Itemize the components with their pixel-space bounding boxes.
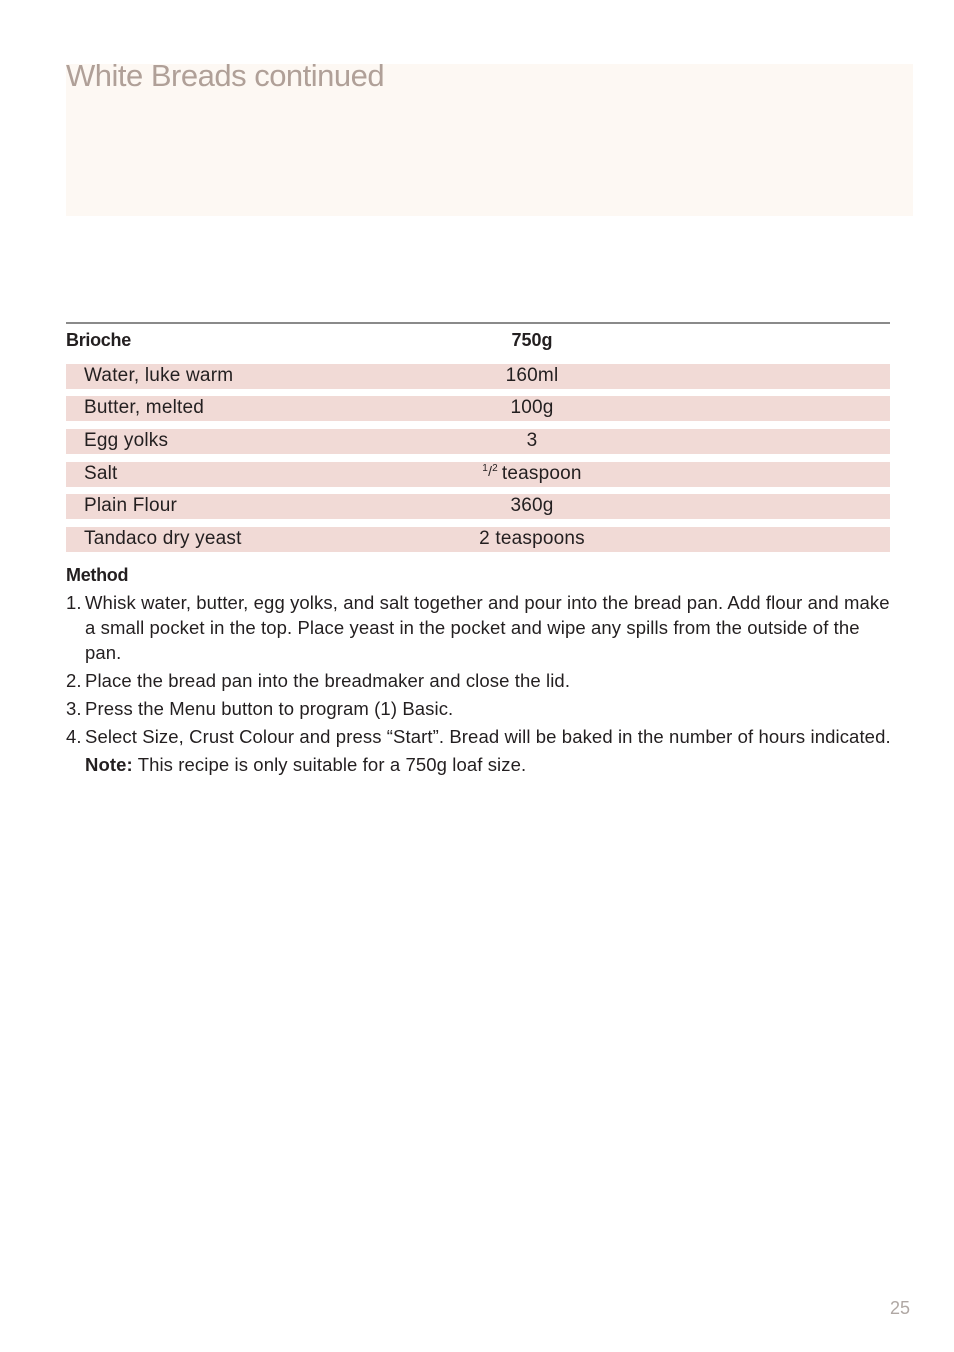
recipe-table xyxy=(66,322,890,552)
ingredient-name: Salt xyxy=(84,462,118,484)
step-text: Select Size, Crust Colour and press “Start”. Bread will be baked in the number of hours indicated. xyxy=(85,726,891,747)
step-number: 1. xyxy=(66,592,82,613)
step-text: Whisk water, butter, egg yolks, and salt together and pour into the bread pan. Add flour and make a small pocket in the top. Place yeast in the pocket and wipe any spills from the outside of the pan. xyxy=(85,592,890,663)
ingredient-row: Tandaco dry yeast 2 teaspoons xyxy=(66,527,890,552)
fraction-slash: / xyxy=(488,462,493,479)
method-step xyxy=(66,724,896,749)
step-number: 2. xyxy=(66,670,82,691)
ingredient-name: Water, luke warm xyxy=(84,364,234,386)
quantity-unit: teaspoon xyxy=(501,462,582,484)
page-number: 25 xyxy=(889,1298,910,1318)
table-header: Brioche 750g xyxy=(66,330,553,350)
fraction-denominator: 2 xyxy=(492,462,498,474)
method-step xyxy=(66,668,896,693)
ingredient-row: Egg yolks 3 xyxy=(66,429,890,454)
method-step xyxy=(66,590,896,665)
fraction-numerator: 1 xyxy=(482,462,489,474)
note-text: This recipe is only suitable for a 750g loaf size. xyxy=(137,754,527,775)
ingredient-name: Egg yolks xyxy=(84,430,169,452)
method-section xyxy=(66,565,896,777)
ingredient-row: Water, luke warm 160ml xyxy=(66,364,890,389)
ingredient-row: Plain Flour 360g xyxy=(66,494,890,519)
recipe-name: Brioche xyxy=(66,330,131,350)
ingredient-row: Butter, melted 100g xyxy=(66,396,890,421)
ingredient-name: Plain Flour xyxy=(84,495,178,517)
step-number: 3. xyxy=(66,698,82,719)
recipe-note xyxy=(66,752,896,777)
step-number: 4. xyxy=(66,726,82,747)
note-label: Note: xyxy=(85,754,133,775)
step-text: Place the bread pan into the breadmaker and close the lid. xyxy=(85,670,571,691)
method-heading: Method xyxy=(66,565,129,585)
ingredient-row xyxy=(66,462,890,487)
ingredient-name: Tandaco dry yeast xyxy=(84,528,242,550)
method-step xyxy=(66,696,896,721)
ingredient-name: Butter, melted xyxy=(84,397,205,419)
step-text: Press the Menu button to program (1) Basic. xyxy=(85,698,454,719)
page-title: White Breads continued xyxy=(66,58,385,93)
